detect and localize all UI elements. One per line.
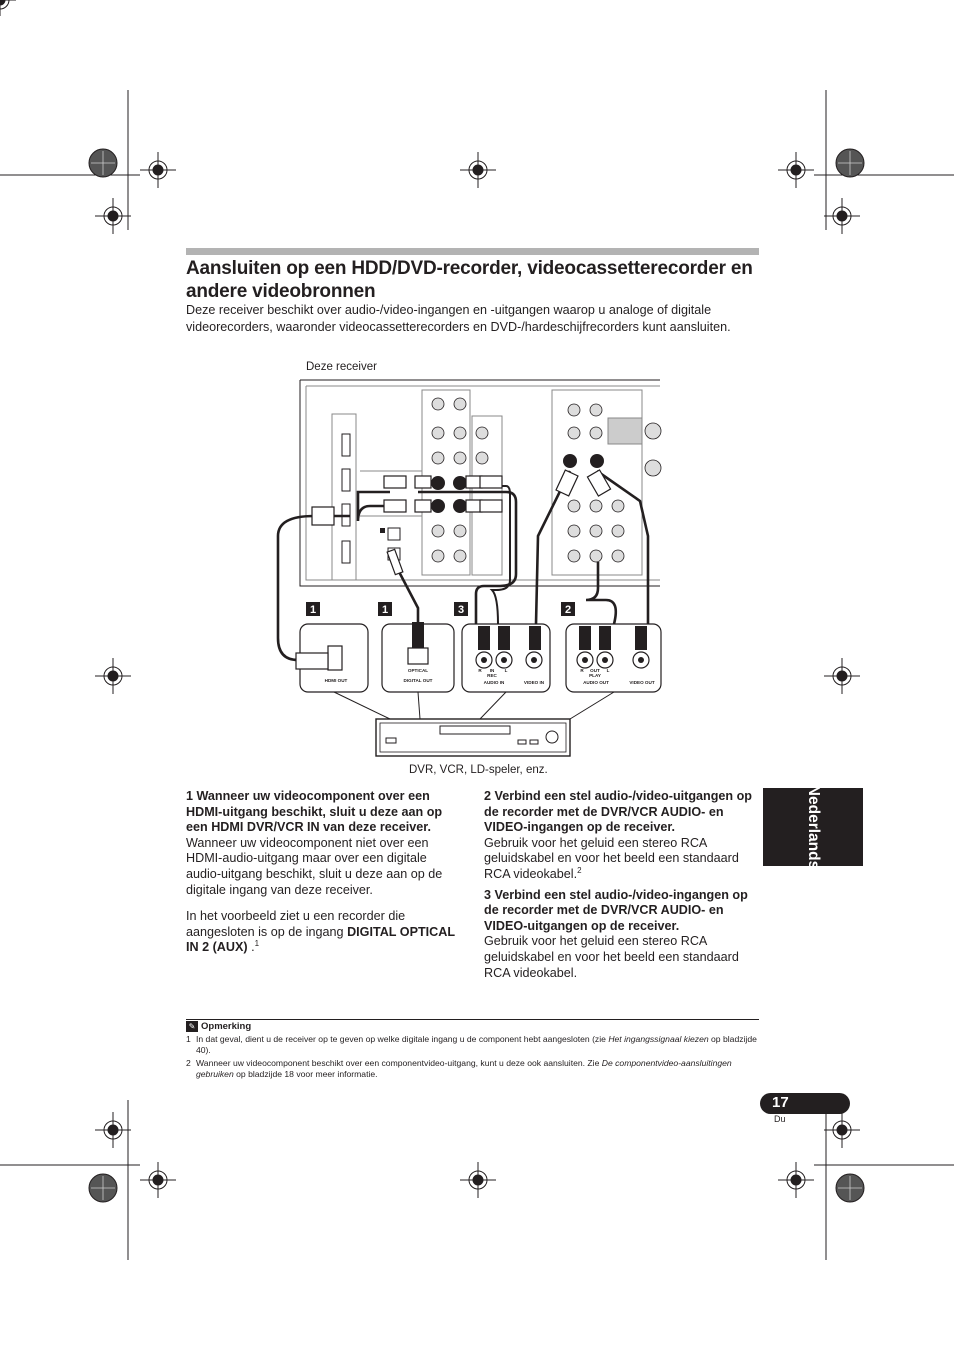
steps-2-3-column <box>484 789 756 981</box>
step-3-body: Gebruik voor het geluid een stereo RCA geluidskabel en voor het beeld een standaard RCA videokabel. <box>484 934 739 980</box>
optical-label: OPTICAL <box>407 668 429 673</box>
intro-paragraph: Deze receiver beschikt over audio-/video-ingangen en -uitgangen waarop u analoge of digitale videorecorders, waaronder videocassetterecorders en DVD-/hardeschijfrecorders kunt aansluiten. <box>186 303 731 334</box>
section-title: Aansluiten op een HDD/DVD-recorder, videocassetterecorder en andere videobronnen <box>186 258 753 302</box>
step-badge-label: 3 <box>457 604 465 616</box>
l-label: L <box>606 668 610 673</box>
play-label: PLAY <box>589 673 601 678</box>
step-badge-label: 1 <box>381 604 389 616</box>
step-badge-label: 1 <box>309 604 317 616</box>
in-label: IN <box>489 668 495 673</box>
note-rule <box>186 1019 759 1020</box>
footnote-2-ref: De componentvideo-aansluitingen gebruiken <box>196 1058 732 1080</box>
step-1-example-input: DIGITAL OPTICAL IN 2 (AUX) <box>186 924 455 955</box>
r-label: R <box>580 668 584 673</box>
step-1-example <box>186 909 458 956</box>
footnote-2 <box>186 1058 758 1081</box>
r-label: R <box>478 668 482 673</box>
digital-out-label: DIGITAL OUT <box>403 678 433 683</box>
footnote-1-end: op bladzijde 40). <box>196 1034 757 1056</box>
device-caption: DVR, VCR, LD-speler, enz. <box>409 764 548 776</box>
note-title: Opmerking <box>201 1021 252 1032</box>
step-1-body: Wanneer uw videocomponent niet over een HDMI-audio-uitgang maar over een digitale audio-uitgang beschikt, sluit u deze aan op de digitale ingang van deze receiver. <box>186 835 443 897</box>
video-in-label: VIDEO IN <box>523 680 545 685</box>
language-tab-label: Nederlands <box>805 784 822 870</box>
page-number-badge <box>760 1093 850 1114</box>
footnote-2-number: 2 <box>186 1058 191 1068</box>
footnote-1-text: In dat geval, dient u de receiver op te geven op welke digitale ingang u de component hebt aangesloten (zie <box>196 1034 609 1044</box>
recorder-device <box>376 719 570 756</box>
l-label: L <box>504 668 508 673</box>
hdmi-out-label: HDMI OUT <box>324 678 348 683</box>
step-1-example-text: In het voorbeeld ziet u een recorder die aangesloten is op de ingang <box>186 909 406 939</box>
step-2-body-text: Gebruik voor het geluid een stereo RCA geluidskabel en voor het beeld een standaard RCA videokabel. <box>484 835 739 881</box>
rec-label: REC <box>487 673 497 678</box>
step-2-heading: 2 Verbind een stel audio-/video-uitgangen op de recorder met de DVR/VCR AUDIO- en VIDEO-ingangen op de receiver. <box>484 789 752 835</box>
step-badge-label: 2 <box>564 604 572 616</box>
video-out-label: VIDEO OUT <box>629 680 655 685</box>
footnote-1-number: 1 <box>186 1034 191 1044</box>
step-1-column <box>186 789 458 956</box>
step-1-heading: 1 Wanneer uw videocomponent over een HDMI-uitgang beschikt, sluit u deze aan op een HDMI DVR/VCR IN van deze receiver. <box>186 789 443 835</box>
footnote-1 <box>186 1034 758 1057</box>
footnote-ref-2: 2 <box>577 865 582 875</box>
out-label: OUT <box>590 668 600 673</box>
step-1-example-end: . <box>247 940 255 955</box>
footnote-2-end: op bladzijde 18 voor meer informatie. <box>233 1069 378 1080</box>
connection-diagram <box>270 376 665 761</box>
receiver-caption: Deze receiver <box>306 361 377 373</box>
language-tab <box>763 784 863 870</box>
page-number: 17 <box>772 1094 789 1111</box>
note-header <box>186 1021 251 1032</box>
section-top-bar <box>186 248 759 255</box>
footnote-2-text: Wanneer uw videocomponent beschikt over een componentvideo-uitgang, kunt u deze ook aansluiten. Zie <box>196 1058 602 1068</box>
note-pencil-icon: ✎ <box>186 1021 198 1032</box>
step-3-heading: 3 Verbind een stel audio-/video-ingangen op de recorder met de DVR/VCR AUDIO- en VIDEO-uitgangen op de receiver. <box>484 887 748 933</box>
audio-in-label: AUDIO IN <box>483 680 505 685</box>
audio-out-label: AUDIO OUT <box>583 680 609 685</box>
footnote-ref-1: 1 <box>254 939 260 949</box>
step-2-body <box>484 836 756 883</box>
footnote-1-ref: Het ingangssignaal kiezen <box>608 1034 709 1044</box>
page-language-code: Du <box>774 1114 786 1124</box>
